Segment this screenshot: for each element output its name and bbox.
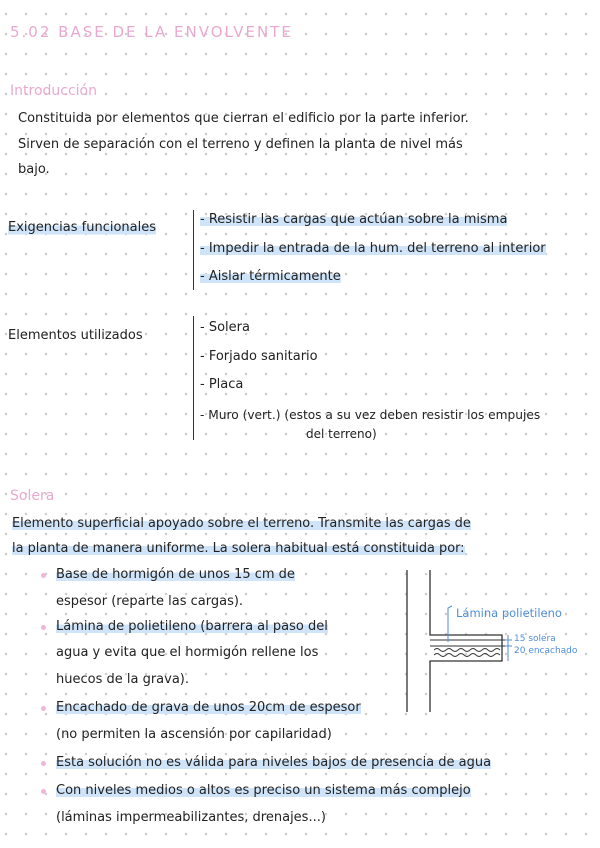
intro-line-1: Constituida por elementos que cierran el edificio por la parte inferior. <box>18 111 469 126</box>
bullet-5-line-2: (láminas impermeabilizantes, drenajes...) <box>56 810 326 825</box>
intro-line-3: bajo. <box>18 162 50 177</box>
exigencias-item-3: - Aislar térmicamente <box>200 269 341 284</box>
solera-line-1: Elemento superficial apoyado sobre el terreno. Transmite las cargas de <box>12 516 471 531</box>
diagram-lamina-label: Lámina polietileno <box>456 606 562 620</box>
diagram-encachado-label: 20 encachado <box>514 646 578 656</box>
bullet-3-line-2: (no permiten la ascensión por capilaridad) <box>56 727 332 742</box>
bullet-4-line-1: Esta solución no es válida para niveles bajos de presencia de agua <box>56 755 492 770</box>
elementos-item-2: - Forjado sanitario <box>200 349 318 364</box>
bullet-2-line-3: huecos de la grava). <box>56 672 190 687</box>
bullet-1-line-2: espesor (reparte las cargas). <box>56 594 244 609</box>
bullet-3-line-1: Encachado de grava de unos 20cm de espesor <box>56 700 361 715</box>
bullet-1-line-1: Base de hormigón de unos 15 cm de <box>56 567 295 582</box>
elementos-item-4-cont: del terreno) <box>306 427 377 441</box>
exigencias-label: Exigencias funcionales <box>8 220 156 235</box>
exigencias-item-2: - Impedir la entrada de la hum. del terreno al interior <box>200 241 546 256</box>
intro-line-2: Sirven de separación con el terreno y definen la planta de nivel más <box>18 137 463 152</box>
page-title: 5.02 BASE DE LA ENVOLVENTE <box>10 23 293 41</box>
solera-line-2: la planta de manera uniforme. La solera habitual está constituida por: <box>12 541 465 556</box>
bullet-2-line-2: agua y evita que el hormigón rellene los <box>56 645 319 660</box>
elementos-item-4: - Muro (vert.) (estos a su vez deben resistir los empujes <box>200 408 541 422</box>
elementos-label: Elementos utilizados <box>8 328 143 343</box>
solera-heading: Solera <box>10 488 55 504</box>
exigencias-item-1: - Resistir las cargas que actúan sobre la misma <box>200 212 508 227</box>
elementos-item-1: - Solera <box>200 320 250 335</box>
bullet-2-line-1: Lámina de polietileno (barrera al paso del <box>56 619 328 634</box>
intro-heading: Introducción <box>10 83 97 99</box>
elementos-item-3: - Placa <box>200 377 244 392</box>
diagram-solera-label: 15 solera <box>514 634 556 644</box>
bullet-5-line-1: Con niveles medios o altos es preciso un sistema más complejo <box>56 783 471 798</box>
